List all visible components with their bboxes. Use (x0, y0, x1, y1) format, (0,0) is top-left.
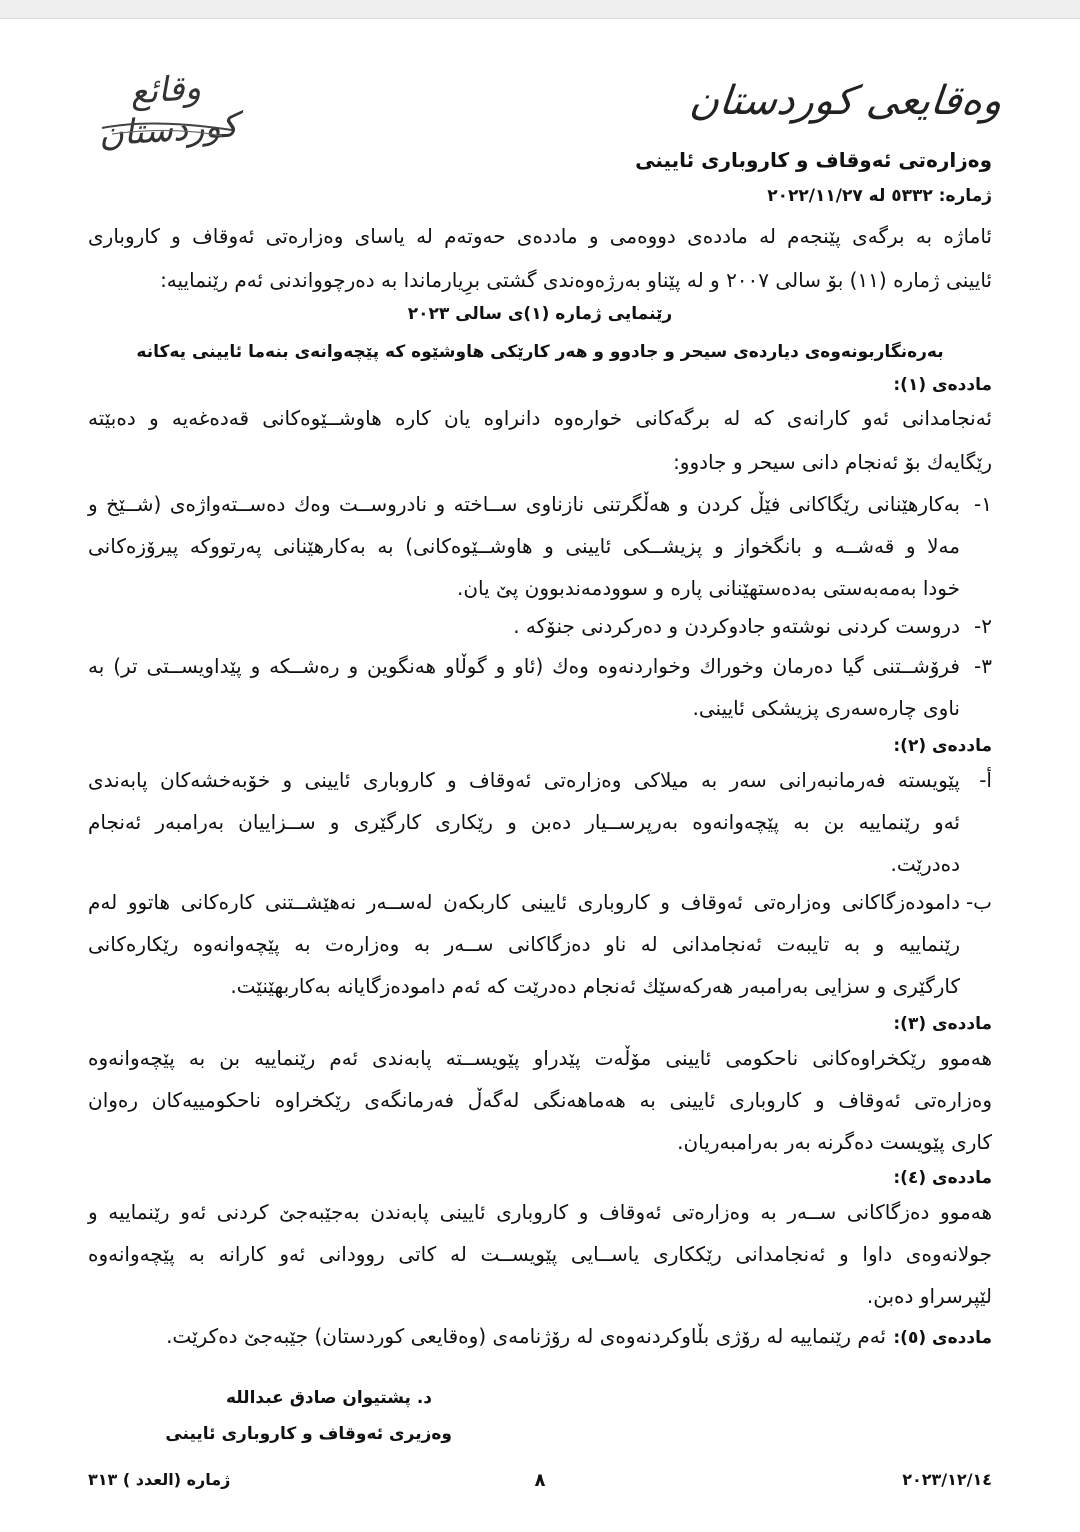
logo-swoosh-icon (92, 116, 242, 140)
article-2-item-a-number: أ- (979, 768, 992, 792)
article-1-item-1-line-2: مەلا و قەشــە و بانگخواز و پزیشــکی ئایینی و هاوشــێوەکانی) بە بەکارهێنانی پەرتووکە پیرۆزەکانی (88, 534, 960, 558)
article-2-item-b-line-2: رێنماییە و بە تایبەت ئەنجامدانی لە ناو دەزگاکانی ســەر بە وەزارەت بە پێچەوانەوە رێکارەکانی (88, 932, 960, 956)
article-1-intro-line-1: ئەنجامدانی ئەو کارانەی کە لە برگەکانی خوارەوە دانراوە یان کارە هاوشــێوەکانی قەدەغەیە و دەبێتە (88, 406, 992, 430)
article-2-item-b-line-1: دامودەزگاکانی وەزارەتی ئەوقاف و کاروباری ئایینی کاربکەن لەســەر نەهێشــتنی کارەکانی هاتوو لەم (88, 890, 960, 914)
reference-number: ژمارە: ٥٣٣٢ لە ٢٠٢٢/١١/٢٧ (767, 186, 992, 206)
article-3-line-2: وەزارەتی ئەوقاف و کاروباری ئایینی بە هەماهەنگی لەگەڵ فەرمانگەی رێکخراوە ناحکومییەکان رەوان (88, 1088, 992, 1112)
ministry-name: وەزارەتی ئەوقاف و کاروباری ئایینی (635, 148, 992, 172)
article-4-line-1: هەموو دەزگاکانی ســەر بە وەزارەتی ئەوقاف و کاروباری ئایینی پابەندن بەجێبەجێ کردنی ئەو رێنماییە و (88, 1200, 992, 1224)
article-4-line-3: لێپرسراو دەبن. (866, 1284, 992, 1308)
article-1-item-1-line-1: بەکارهێنانی رێگاکانی فێڵ کردن و هەڵگرتنی نازناوی ســاختە و نادروســت وەك دەســتەواژەی (شــێخ و (88, 492, 960, 516)
article-5-heading: ماددەی (٥): (893, 1328, 992, 1348)
article-2-item-b-line-3: کارگێری و سزایی بەرامبەر هەرکەسێك ئەنجام دەدرێت کە ئەم دامودەزگایانە بەکاربهێنێت. (230, 974, 960, 998)
article-4-line-2: جولانەوەی داوا و ئەنجامدانی رێککاری یاســایی پێویســت لە کاتی روودانی ئەو کارانە بە پێچەوانەوە (88, 1242, 992, 1266)
directive-title: رێنمایی ژمارە (١)ی سالی ٢٠٢٣ (407, 304, 673, 324)
footer-page-number: ٨ (534, 1470, 546, 1491)
article-1-item-3-line-1: فرۆشــتنی گیا دەرمان وخوراك وخواردنەوە وەك (ئاو و گوڵاو هەنگوین و رەشــکە و پێداویســتی تر) بە (88, 654, 960, 678)
article-1-item-2-number: ٢- (974, 614, 992, 638)
article-2-heading: ماددەی (٢): (893, 736, 992, 756)
gazette-header (0, 18, 1080, 155)
browser-top-bar (0, 0, 1080, 19)
article-2-item-a-line-1: پێویستە فەرمانبەرانی سەر بە میلاکی وەزارەتی ئەوقاف و کاروباری ئایینی و خۆبەخشەکان پابەندی (88, 768, 960, 792)
article-1-item-1-number: ١- (974, 492, 992, 516)
gazette-logo-kurdish: وەقایعی کوردستان (687, 78, 1005, 124)
footer-issue-number: ژمارە (العدد ) ٣١٣ (88, 1470, 231, 1489)
article-2-item-b-number: ب- (965, 890, 992, 914)
signatory-title: وەزیری ئەوقاف و کاروباری ئایینی (165, 1424, 452, 1444)
article-1-item-3-number: ٣- (974, 654, 992, 678)
footer-date: ٢٠٢٣/١٢/١٤ (902, 1470, 992, 1489)
article-1-item-2-line-1: دروست کردنی نوشتەو جادوکردن و دەرکردنی جنۆکە . (513, 614, 960, 638)
intro-line-1: ئاماژە بە برگەی پێنجەم لە ماددەی دووەمی و ماددەی حەوتەم لە یاسای وەزارەتی ئەوقاف و کاروباری (88, 224, 992, 248)
signatory-name: د. پشتیوان صادق عبدالله (225, 1388, 432, 1408)
article-4-heading: ماددەی (٤): (893, 1168, 992, 1188)
gazette-logo-arabic-text: وقائع كوردستان (97, 67, 240, 155)
article-3-line-3: کاری پێویست دەگرنە بەر بەرامبەریان. (677, 1130, 992, 1154)
article-1-heading: ماددەی (١): (893, 375, 992, 395)
article-5-text: ئەم رێنماییە لە رۆژی بڵاوکردنەوەی لە رۆژنامەی (وەقایعی کوردستان) جێبەجێ دەکرێت. (166, 1324, 886, 1348)
article-2-item-a-line-2: ئەو رێنماییە بن بە پێچەوانەوە بەرپرســیار دەبن و رێکاری کارگێری و ســزاییان بەرامبەر ئەنجام (88, 810, 960, 834)
article-1-item-1-line-3: خودا بەمەبەستی بەدەستهێنانی پارە و سوودمەندبوون پێ یان. (456, 576, 960, 600)
article-3-line-1: هەموو رێکخراوەکانی ناحکومی ئایینی مۆڵەت پێدراو پێویســتە پابەندی ئەم رێنماییە بن بە پێچەوانەوە (88, 1046, 992, 1070)
intro-line-2: ئایینی ژمارە (١١) بۆ سالی ٢٠٠٧ و لە پێناو بەرژەوەندی گشتی برِیارماندا بە دەرچوواندنی ئەم رێنماییە: (160, 268, 992, 292)
article-3-heading: ماددەی (٣): (893, 1014, 992, 1034)
article-1-intro-line-2: رێگایەك بۆ ئەنجام دانی سیحر و جادوو: (673, 450, 992, 474)
directive-subtitle: بەرەنگاربونەوەی دیاردەی سیحر و جادوو و هەر کارێکی هاوشێوە کە پێچەوانەی بنەما ئایینی یەکانە (136, 342, 944, 362)
gazette-logo-arabic (92, 67, 242, 155)
article-1-item-3-line-2: ناوی چارەسەری پزیشکی ئایینی. (692, 696, 960, 720)
page-footer (88, 1470, 992, 1500)
article-2-item-a-line-3: دەدرێت. (890, 852, 960, 876)
